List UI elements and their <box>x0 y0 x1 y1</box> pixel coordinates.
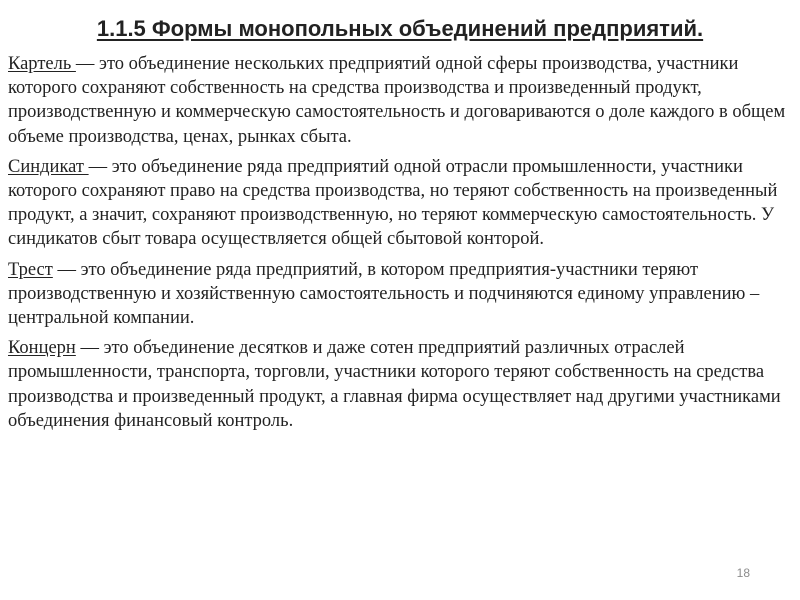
page-number: 18 <box>736 566 750 580</box>
term-cartel: Картель <box>8 54 76 74</box>
paragraph-syndicate <box>8 155 792 252</box>
term-syndicate: Синдикат <box>8 156 89 177</box>
term-concern: Концерн <box>8 338 76 359</box>
slide-content <box>8 52 792 439</box>
definition-trust: — это объединение ряда предприятий, в котором предприятия-участники теряют производственную и хозяйственную самостоятельность и подчиняются единому управлению – центральной компании. <box>8 259 760 329</box>
paragraph-trust <box>8 258 792 331</box>
slide-title: 1.1.5 Формы монопольных объединений предприятий. <box>96 16 704 41</box>
definition-concern: — это объединение десятков и даже сотен предприятий различных отраслей промышленности, транспорта, торговли, участники которого теряют собственность на средства производства и произведенный продукт, а главная фирма осуществляет над другими участниками объединения финансовый контроль. <box>8 338 781 431</box>
term-trust: Трест <box>8 259 53 280</box>
definition-cartel: — это объединение нескольких предприятий одной сферы производства, участники которого сохраняют собственность на средства производства и произведенный продукт, производственную и коммерческую самостоятельность и договариваются о доле каждого в общем объеме производства, ценах, рынках сбыта. <box>8 54 786 147</box>
paragraph-concern <box>8 336 792 433</box>
paragraph-cartel <box>8 52 792 149</box>
definition-syndicate: — это объединение ряда предприятий одной отрасли промышленности, участники которого сохраняют право на средства производства, но теряют собственность на произведенный продукт, а значит, сохраняют производственную, но теряют коммерческую самостоятельность. У синдикатов сбыт товара осуществляется общей сбытовой конторой. <box>8 156 778 250</box>
